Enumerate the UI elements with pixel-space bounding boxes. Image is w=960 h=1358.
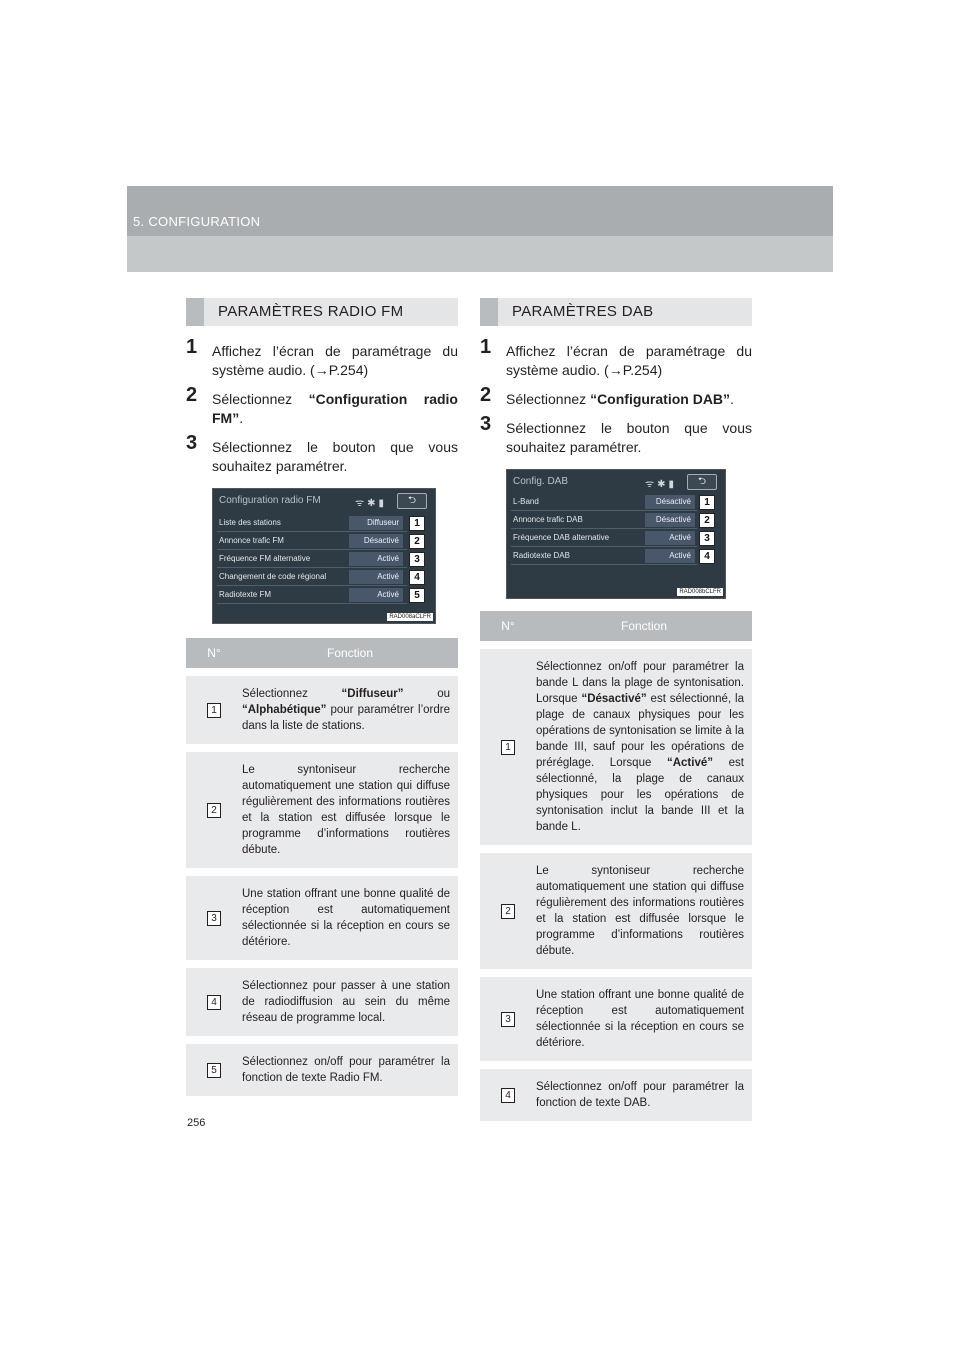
page-number: 256 <box>187 1117 206 1129</box>
step-number: 1 <box>186 336 198 358</box>
row-label: Fréquence FM alternative <box>219 554 311 563</box>
setting-row[interactable] <box>217 551 407 568</box>
row-value: Désactivé <box>349 534 403 548</box>
table-row <box>186 1036 458 1096</box>
table-header <box>480 611 752 641</box>
dab-heading-text: PARAMÈTRES DAB <box>512 303 654 320</box>
row-description: Le syntoniseur recherche automatiquement une station qui diffuse régulièrement des informations routières et la station est diffusée lorsque le programme d’informations routières débute. <box>536 865 744 957</box>
step-bold-text: “Configuration DAB” <box>590 391 731 407</box>
dab-section-heading <box>480 298 752 326</box>
step-bold-text: “Configuration radio FM” <box>212 391 458 426</box>
callout-badge: 3 <box>699 531 715 546</box>
back-button[interactable]: ⮌ <box>687 474 717 490</box>
step-text: Sélectionnez le bouton que vous souhaitez paramétrer. <box>212 439 458 474</box>
row-label: Annonce trafic FM <box>219 536 284 545</box>
row-description: Sélectionnez on/off pour paramétrer la fonction de texte DAB. <box>536 1081 744 1109</box>
screen-title: Config. DAB <box>513 476 569 487</box>
table-row <box>186 960 458 1036</box>
row-description: Une station offrant une bonne qualité de réception est automatiquement sélectionnée si la réception en cours se détériore. <box>242 888 450 948</box>
fm-column <box>186 298 458 1096</box>
heading-bar <box>480 298 498 326</box>
step-text: Affichez l’écran de paramétrage du système audio. (→P.254) <box>212 343 458 378</box>
callout-badge: 4 <box>699 549 715 564</box>
setting-row[interactable] <box>511 494 697 511</box>
fm-step-1 <box>186 336 458 380</box>
callout-badge: 2 <box>699 513 715 528</box>
row-label: Fréquence DAB alternative <box>513 533 610 542</box>
row-number-box: 3 <box>501 1012 515 1027</box>
col-number-header: N° <box>501 619 515 633</box>
row-description: Sélectionnez on/off pour paramétrer la bande L dans la plage de syntonisation. Lorsque “Désactivé” est sélectionné, la plage de canaux physiques pour les opérations de syntonisation se limite à la bande III, sauf pour les opérations de préréglage. Lorsque “Activé” est sélectionné, la plage de canaux physiques pour les opérations de syntonisation inclut la bande III et la bande L. <box>536 661 744 833</box>
dab-step-2 <box>480 384 752 409</box>
setting-row[interactable] <box>217 587 407 604</box>
step-number: 3 <box>480 413 492 435</box>
col-function-header: Fonction <box>620 619 668 633</box>
row-value: Diffuseur <box>349 516 403 530</box>
step-number: 2 <box>480 384 492 406</box>
row-value: Activé <box>349 552 403 566</box>
row-label: L-Band <box>513 497 539 506</box>
row-value: Activé <box>349 588 403 602</box>
step-number: 3 <box>186 432 198 454</box>
table-row <box>480 1061 752 1121</box>
row-value: Activé <box>349 570 403 584</box>
fm-settings-screenshot <box>212 488 436 624</box>
dab-function-table <box>480 611 752 1121</box>
step-text-end: . <box>239 410 244 426</box>
row-description: Sélectionnez “Diffuseur” ou “Alphabétique” pour paramétrer l’ordre dans la liste de stations. <box>242 688 450 732</box>
status-icons: ᯤ✱▮ <box>354 498 387 509</box>
table-header <box>186 638 458 668</box>
table-row <box>480 969 752 1061</box>
table-row <box>480 845 752 969</box>
setting-row[interactable] <box>511 530 697 547</box>
callout-badge: 2 <box>409 534 425 549</box>
setting-row[interactable] <box>217 533 407 550</box>
step-number: 1 <box>480 336 492 358</box>
status-icons: ᯤ✱▮ <box>644 479 677 490</box>
figure-code: RAD008aCLFR <box>389 614 431 620</box>
screen-title: Configuration radio FM <box>219 495 321 506</box>
section-title: 5. CONFIGURATION <box>133 214 261 229</box>
setting-row[interactable] <box>217 515 407 532</box>
fm-step-3 <box>186 432 458 476</box>
row-description: Le syntoniseur recherche automatiquement une station qui diffuse régulièrement des informations routières et la station est diffusée lorsque le programme d’informations routières débute. <box>242 764 450 856</box>
dab-step-3 <box>480 413 752 457</box>
row-label: Liste des stations <box>219 518 281 527</box>
table-row <box>186 668 458 744</box>
row-number-box: 1 <box>207 703 221 718</box>
callout-badge: 1 <box>699 495 715 510</box>
table-row <box>186 744 458 868</box>
table-row <box>480 641 752 845</box>
row-number-box: 2 <box>207 803 221 818</box>
callout-badge: 1 <box>409 516 425 531</box>
callout-badge: 5 <box>409 588 425 603</box>
figure-code: RAD008bCLFR <box>679 589 721 595</box>
callout-badge: 3 <box>409 552 425 567</box>
fm-function-table <box>186 638 458 1096</box>
row-description: Sélectionnez on/off pour paramétrer la fonction de texte Radio FM. <box>242 1056 450 1084</box>
back-button[interactable]: ⮌ <box>397 493 427 509</box>
row-value: Désactivé <box>645 513 695 527</box>
row-value: Désactivé <box>645 495 695 509</box>
step-text: Sélectionnez <box>506 391 591 407</box>
dab-column <box>480 298 752 1121</box>
step-text: Affichez l’écran de paramétrage du système audio. (→P.254) <box>506 343 752 378</box>
header-band <box>127 186 833 236</box>
step-number: 2 <box>186 384 198 406</box>
row-number-box: 3 <box>207 911 221 926</box>
callout-badge: 4 <box>409 570 425 585</box>
col-function-header: Fonction <box>326 646 374 660</box>
step-text-end: . <box>730 391 734 407</box>
row-description: Sélectionnez pour passer à une station de radiodiffusion au sein du même réseau de programme local. <box>242 980 450 1024</box>
setting-row[interactable] <box>511 548 697 565</box>
step-text: Sélectionnez <box>212 391 309 407</box>
row-label: Radiotexte FM <box>219 590 272 599</box>
step-text: Sélectionnez le bouton que vous souhaitez paramétrer. <box>506 420 752 455</box>
row-number-box: 4 <box>501 1088 515 1103</box>
row-number-box: 4 <box>207 995 221 1010</box>
row-value: Activé <box>645 531 695 545</box>
col-number-header: N° <box>207 646 221 660</box>
row-value: Activé <box>645 549 695 563</box>
row-label: Changement de code régional <box>219 572 327 581</box>
heading-bar <box>186 298 204 326</box>
row-label: Annonce trafic DAB <box>513 515 583 524</box>
fm-heading-text: PARAMÈTRES RADIO FM <box>218 303 404 320</box>
row-label: Radiotexte DAB <box>513 551 570 560</box>
row-number-box: 2 <box>501 904 515 919</box>
row-number-box: 5 <box>207 1063 221 1078</box>
setting-row[interactable] <box>511 512 697 529</box>
dab-settings-screenshot <box>506 469 726 599</box>
fm-section-heading <box>186 298 458 326</box>
row-number-box: 1 <box>501 740 515 755</box>
row-description: Une station offrant une bonne qualité de réception est automatiquement sélectionnée si la réception en cours se détériore. <box>536 989 744 1049</box>
dab-step-1 <box>480 336 752 380</box>
table-row <box>186 868 458 960</box>
fm-step-2 <box>186 384 458 428</box>
page-header <box>127 186 833 272</box>
setting-row[interactable] <box>217 569 407 586</box>
